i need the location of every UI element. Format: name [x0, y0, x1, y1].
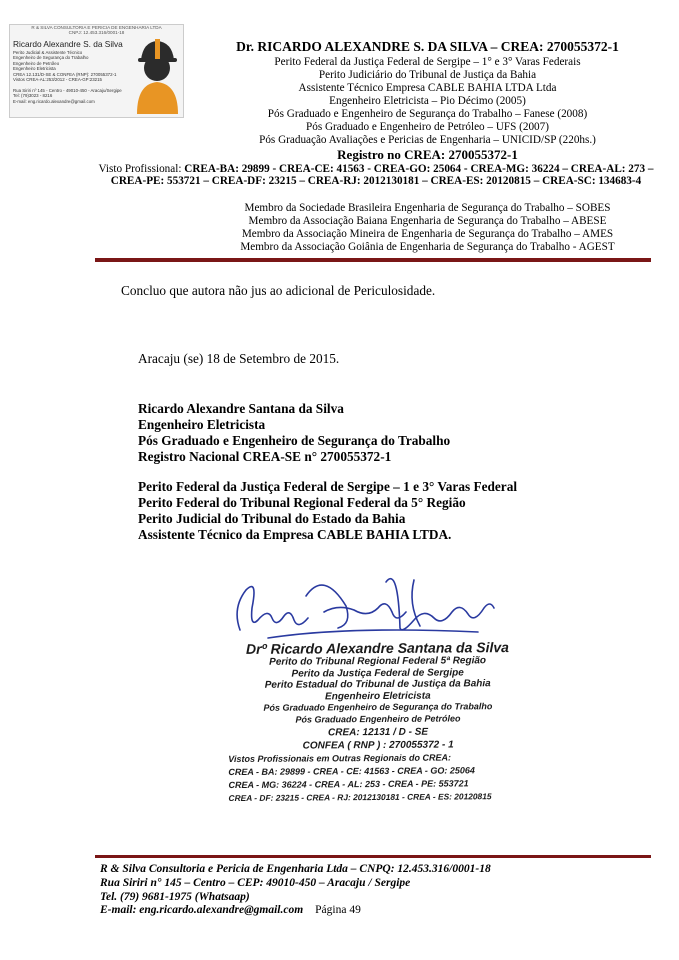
membro-line: Membro da Associação Goiânia de Engenharia de Segurança do Trabalho - AGEST — [240, 241, 615, 253]
card-details: Perito Judicial & Assistente Técnico Engenheiro de Segurança do Trabalho Engenheiro de Petróleo Engenheiro Eletricista CREA 12.131/D-SE & CONFEA (RNP): 270055372-1 Vistos CREA-AL:253/2012 - CREA-GP:23215 Rua Siriri nº 145 - Centro - 49010-450 - Aracaju/Sergipe Tel: (79)3023 - 8216 E-mail: eng.ricardo.alexandre@gmail.com — [13, 50, 122, 104]
footer-phone: Tel. (79) 9681-1975 (Whatsaap) — [100, 890, 250, 903]
header-divider — [95, 258, 651, 262]
header-line: Perito Judiciário do Tribunal de Justiça da Bahia — [318, 69, 537, 81]
stamp-line: Pós Graduado Engenheiro de Segurança do Trabalho — [263, 701, 493, 714]
membro-line: Membro da Sociedade Brasileira Engenharia de Segurança do Trabalho – SOBES — [244, 202, 611, 214]
membro-line: Membro da Associação Mineira de Engenharia de Segurança do Trabalho – AMES — [241, 228, 614, 240]
header-line: Engenheiro Eletricista – Pio Décimo (2005) — [329, 95, 526, 107]
footer — [100, 863, 491, 918]
card-company: R & SILVA CONSULTORIA E PERICIA DE ENGENHARIA LTDA CNPJ: 12.453.316/0001-18 — [31, 25, 162, 36]
footer-address: Rua Siriri n° 145 – Centro – CEP: 49010-450 – Aracaju / Sergipe — [100, 876, 411, 889]
card-name: Ricardo Alexandre S. da Silva — [13, 39, 123, 49]
footer-divider — [95, 855, 651, 858]
stamp-line: CREA - BA: 29899 - CREA - CE: 41563 - CREA - GO: 25064 — [228, 764, 475, 777]
visto-profissional — [96, 163, 656, 188]
role-line: Perito Judicial do Tribunal do Estado da Bahia — [138, 511, 406, 526]
stamp-line: CREA - MG: 36224 - CREA - AL: 253 - CREA - PE: 553721 — [228, 777, 469, 790]
signatory-line: Registro Nacional CREA-SE n° 270055372-1 — [138, 449, 392, 464]
visto-values: CREA-BA: 29899 - CREA-CE: 41563 - CREA-GO: 25064 - CREA-MG: 36224 – CREA-AL: 273 – CREA-PE: 553721 – CREA-DF: 23215 – CREA-RJ: 2012130181 – CREA-ES: 20120815 – CREA-SC: 134683-4 — [110, 163, 654, 188]
header-line: Perito Federal da Justiça Federal de Sergipe – 1° e 3° Varas Federais — [274, 56, 581, 68]
header-line: Pós Graduado e Engenheiro de Petróleo – UFS (2007) — [306, 121, 549, 133]
stamp-line: Engenheiro Eletricista — [324, 690, 431, 703]
professional-stamp — [227, 639, 528, 805]
footer-email: E-mail: eng.ricardo.alexandre@gmail.com — [100, 904, 304, 917]
header-line: Pós Graduado e Engenheiro de Segurança do Trabalho – Fanese (2008) — [267, 108, 588, 120]
signatory-line: Engenheiro Eletricista — [138, 417, 266, 432]
role-line: Perito Federal do Tribunal Regional Federal da 5° Região — [138, 495, 466, 510]
page-number: Página 49 — [315, 904, 361, 917]
footer-company: R & Silva Consultoria e Pericia de Engenharia Ltda – CNPQ: 12.453.316/0001-18 — [100, 863, 491, 875]
stamp-line: Perito do Tribunal Regional Federal 5ª Região — [269, 655, 487, 668]
stamp-line: Vistos Profissionais em Outras Regionais do CREA: — [228, 752, 452, 764]
visto-label: Visto Profissional: — [98, 163, 185, 175]
stamp-line: Pós Graduado Engenheiro de Petróleo — [295, 713, 461, 725]
signatory-name: Ricardo Alexandre Santana da Silva — [138, 401, 344, 416]
business-card-logo — [9, 24, 184, 118]
header-title: Dr. RICARDO ALEXANDRE S. DA SILVA – CREA: 270055372-1 — [236, 39, 619, 54]
stamp-line: CREA: 12131 / D - SE — [328, 726, 429, 738]
role-line: Perito Federal da Justiça Federal de Sergipe – 1 e 3° Varas Federal — [138, 479, 518, 494]
role-line: Assistente Técnico da Empresa CABLE BAHIA LTDA. — [138, 527, 452, 542]
header-registro: Registro no CREA: 270055372-1 — [337, 147, 518, 162]
conclusion-text: Concluo que autora não jus ao adicional de Periculosidade. — [121, 283, 436, 298]
stamp-line: CONFEA ( RNP ) : 270055372 - 1 — [302, 739, 454, 752]
stamp-line: Perito da Justiça Federal de Sergipe — [291, 666, 464, 680]
stamp-line: CREA - DF: 23215 - CREA - RJ: 2012130181 - CREA - ES: 20120815 — [228, 790, 492, 803]
membro-line: Membro da Associação Baiana Engenharia de Segurança do Trabalho – ABESE — [248, 215, 607, 227]
stamp-line: Perito Estadual do Tribunal de Justiça da Bahia — [264, 678, 491, 691]
engineer-helmet-icon — [135, 34, 180, 114]
header-line: Pós Graduação Avaliações e Pericias de Engenharia – UNICID/SP (220hs.) — [259, 134, 596, 146]
date-line: Aracaju (se) 18 de Setembro de 2015. — [138, 351, 340, 366]
stamp-line: Drº Ricardo Alexandre Santana da Silva — [245, 639, 509, 657]
header-line: Assistente Técnico Empresa CABLE BAHIA LTDA Ltda — [298, 82, 557, 94]
signatory-line: Pós Graduado e Engenheiro de Segurança do Trabalho — [138, 433, 451, 448]
